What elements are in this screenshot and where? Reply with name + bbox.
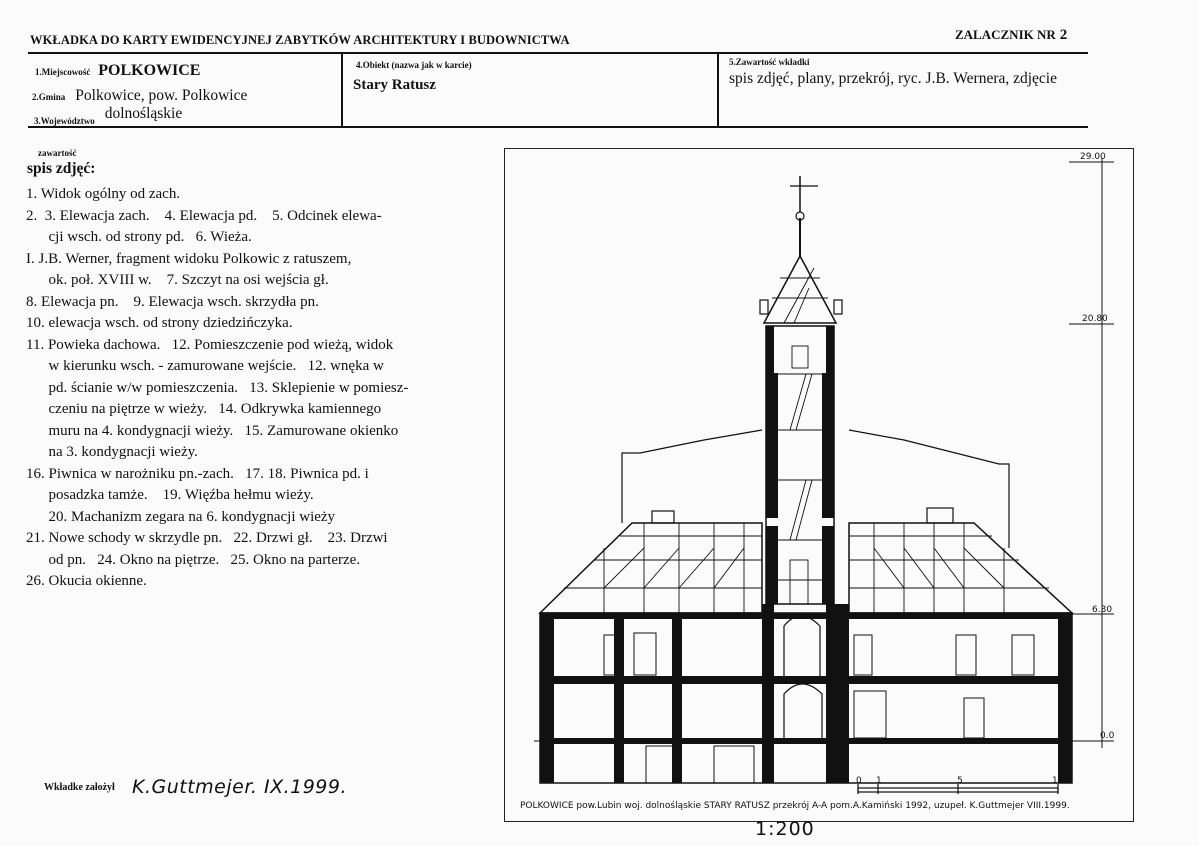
list-line: 8. Elewacja pn. 9. Elewacja wsch. skrzydła pn. bbox=[26, 293, 319, 310]
building-walls bbox=[540, 604, 1072, 783]
contents-label: 5.Zawartość wkładki bbox=[729, 57, 810, 67]
tower-arch-lower bbox=[784, 684, 822, 738]
contents-value: spis zdjęć, plany, przekrój, ryc. J.B. Wernera, zdjęcie bbox=[729, 70, 1057, 87]
roof-right bbox=[849, 523, 1072, 613]
scale-label-1: 1 bbox=[876, 776, 882, 786]
scale-label-0: 0 bbox=[856, 776, 862, 786]
elevation-label-ground: 0.0 bbox=[1100, 731, 1115, 741]
list-section-label: zawartość bbox=[38, 148, 77, 158]
list-line: cji wsch. od strony pd. 6. Wieża. bbox=[26, 229, 252, 245]
signature-value: K.Guttmejer. IX.1999. bbox=[132, 776, 348, 798]
roof-truss-left bbox=[564, 523, 762, 613]
list-line: 21. Nowe schody w skrzydle pn. 22. Drzwi gł. 23. Drzwi bbox=[26, 530, 388, 546]
header-top-rule bbox=[28, 52, 1088, 54]
attachment-number bbox=[955, 27, 1067, 44]
roof-truss-right bbox=[849, 523, 1049, 613]
signature-label: Wkładke założył bbox=[44, 782, 115, 793]
field-wojewodztwo bbox=[34, 105, 183, 129]
header-divider-2 bbox=[717, 54, 719, 127]
list-line: 1. Widok ogólny od zach. bbox=[26, 186, 181, 202]
wojewodztwo-value: dolnośląskie bbox=[104, 105, 183, 122]
list-line: pd. ścianie w/w pomieszczenia. 13. Sklepienie w pomiesz- bbox=[26, 379, 409, 396]
list-line: czeniu na piętrze w wieży. 14. Odkrywka kamiennego bbox=[26, 401, 382, 417]
list-line: 20. Machanizm zegara na 6. kondygnacji wieży bbox=[26, 508, 336, 525]
list-line: na 3. kondygnacji wieży. bbox=[26, 444, 198, 460]
gable-right bbox=[849, 430, 1009, 548]
list-line: w kierunku wsch. - zamurowane wejście. 12. wnęka w bbox=[26, 358, 384, 374]
tower-ladder bbox=[790, 346, 812, 604]
field-gmina bbox=[32, 87, 247, 105]
document-title: WKŁADKA DO KARTY EWIDENCYJNEJ ZABYTKÓW ARCHITEKTURY I BUDOWNICTWA bbox=[30, 33, 570, 47]
list-line: ok. poł. XVIII w. 7. Szczyt na osi wejścia gł. bbox=[26, 272, 329, 288]
list-line: 10. elewacja wsch. od strony dziedzińczyka. bbox=[26, 315, 293, 331]
chimney-right bbox=[927, 508, 953, 523]
list-title: spis zdjęć: bbox=[27, 160, 96, 177]
attachment-number-value: 2 bbox=[1059, 27, 1068, 43]
header-divider-1 bbox=[341, 54, 343, 127]
object-value: Stary Ratusz bbox=[353, 77, 436, 93]
scale-label-5: 5 bbox=[957, 776, 963, 786]
elevation-label-tower: 20.80 bbox=[1082, 314, 1108, 324]
drawing-scale: 1:200 bbox=[755, 818, 815, 840]
list-line: posadzka tamże. 19. Więźba hełmu wieży. bbox=[26, 487, 314, 503]
object-label: 4.Obiekt (nazwa jak w karcie) bbox=[356, 60, 472, 70]
list-line: 16. Piwnica w narożniku pn.-zach. 17. 18. Piwnica pd. i bbox=[26, 465, 369, 482]
photo-list bbox=[26, 184, 466, 593]
header-bottom-rule bbox=[28, 126, 1088, 128]
field-miejscowosc bbox=[35, 62, 200, 80]
elevation-label-eaves: 6.30 bbox=[1092, 605, 1113, 615]
list-line: muru na 4. kondygnacji wieży. 15. Zamurowane okienko bbox=[26, 422, 399, 439]
gmina-value: Polkowice, pow. Polkowice bbox=[75, 87, 248, 104]
list-line: 26. Okucia okienne. bbox=[26, 573, 147, 589]
building-openings bbox=[604, 633, 1034, 783]
miejscowosc-label: 1.Miejscowość bbox=[35, 67, 91, 77]
wojewodztwo-label: 3.Województwo bbox=[34, 116, 95, 126]
gmina-label: 2.Gmina bbox=[32, 92, 66, 102]
list-line: 11. Powieka dachowa. 12. Pomieszczenie pod wieżą, widok bbox=[26, 336, 394, 353]
list-line: I. J.B. Werner, fragment widoku Polkowic z ratuszem, bbox=[26, 250, 352, 267]
chimney-left bbox=[652, 511, 674, 523]
tower-arch-upper bbox=[784, 616, 820, 676]
miejscowosc-value: POLKOWICE bbox=[98, 62, 201, 79]
drawing-caption: POLKOWICE pow.Lubin woj. dolnośląskie STARY RATUSZ przekrój A-A pom.A.Kamiński 1992, uzupeł. K.Guttmejer VIII.1999. bbox=[520, 801, 1070, 811]
section-drawing bbox=[504, 148, 1134, 822]
list-line: 2. 3. Elewacja zach. 4. Elewacja pd. 5. Odcinek elewa- bbox=[26, 207, 382, 224]
elevation-marks bbox=[1069, 158, 1114, 748]
attachment-label: ZALACZNIK NR bbox=[955, 27, 1056, 42]
elevation-label-top: 29.00 bbox=[1080, 152, 1106, 162]
gable-left bbox=[622, 430, 762, 523]
list-line: od pn. 24. Okno na piętrze. 25. Okno na parterze. bbox=[26, 551, 361, 568]
scale-label-10: 10m bbox=[1052, 776, 1073, 786]
tower-spire bbox=[764, 256, 836, 323]
